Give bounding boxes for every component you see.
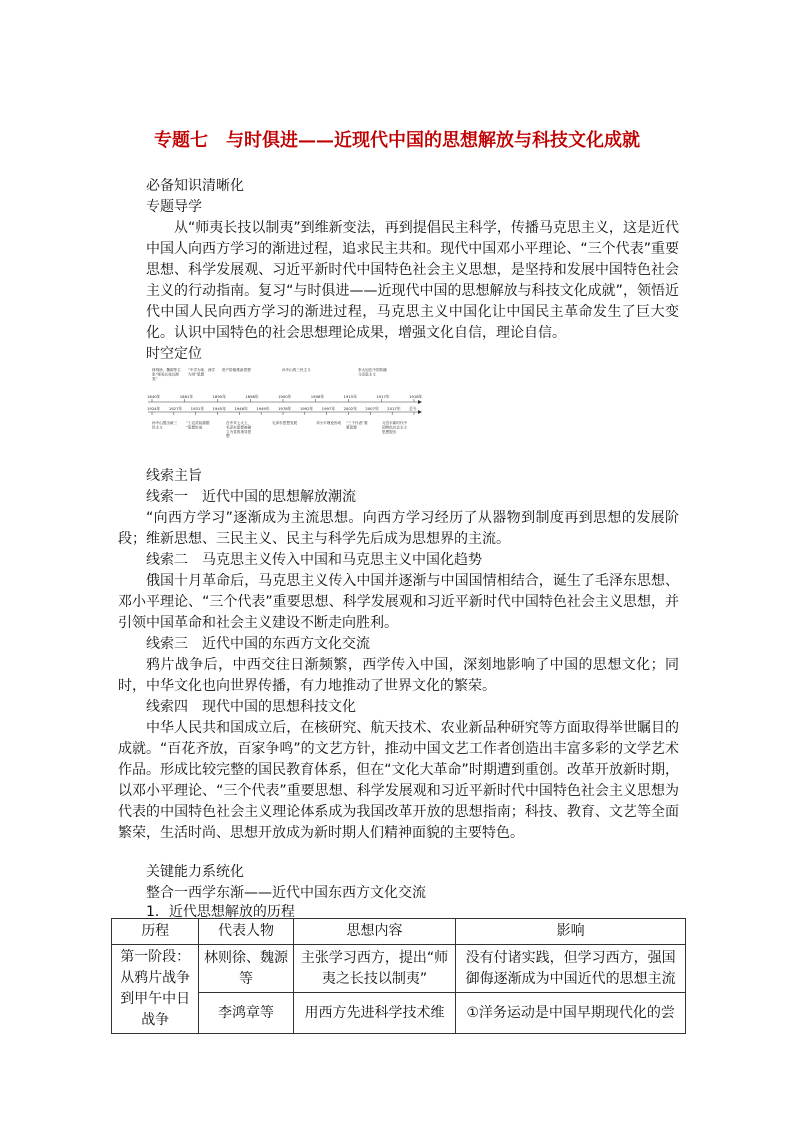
timeline-year-label: 1915年: [343, 394, 357, 399]
table-header-cell: 影响: [456, 919, 686, 945]
timeline-year-label: 至今: [409, 406, 417, 411]
timeline-year-label: 2007年: [365, 406, 379, 411]
timeline-year-label: 1895年: [212, 394, 226, 399]
table-cell-content: 用西方先进科学技术维: [293, 993, 456, 1034]
history-table: [111, 918, 686, 1034]
section-heading-ability: 关键能力系统化: [146, 864, 244, 880]
table-cell-content: 主张学习西方，提出“师夷之长技以制夷”: [293, 945, 456, 993]
timeline-year-label: 1918年: [409, 394, 423, 399]
timeline-event-label: “中学为体，西学: [188, 368, 216, 372]
timeline-year-label: 1931年: [190, 406, 205, 411]
timeline-event-label: 思想提出: [382, 429, 397, 434]
section-heading-timeline: 时空定位: [146, 346, 202, 362]
timeline-year-label: 1946年: [234, 406, 248, 411]
timeline-event-label: 李大钊在中国传播: [358, 368, 387, 372]
timeline-year-label: 1978年: [278, 406, 292, 411]
timeline-year-label: 2017年: [387, 406, 401, 411]
sub-heading-1: 1．近代思想解放的历程: [146, 904, 295, 920]
timeline-event-label: 在中共七大上，: [226, 421, 252, 425]
timeline-year-label: 1945年: [212, 406, 226, 411]
clue4-paragraph: 中华人民共和国成立后，在核研究、航天技术、农业新品种研究等方面取得举世瞩目的成就。“百花齐放，百家争鸣”的文艺方针，推动中国文艺工作者创造出丰富多彩的文学艺术作品。形成比较完整的国民教育体系，但在“文化大革命”时期遭到重创。改革开放新时期，以邓小平理论、“三个代表”重要思想、科学发展观和习近平新时代中国特色社会主义思想为代表的中国特色社会主义理论体系成为我国改革开放的思想指南；科技、教育、文艺等全面繁荣，生活时尚、思想开放成为新时期人们精神面貌的主要特色。: [118, 720, 679, 841]
clue2-paragraph: 俄国十月革命后，马克思主义传入中国并逐渐与中国国情相结合，诞生了毛泽东思想、邓小平理论、“三个代表”重要思想、科学发展观和习近平新时代中国特色社会主义思想，并引领中国革命和社会主义建设不断走向胜利。: [118, 573, 679, 631]
timeline-year-label: 1861年: [179, 394, 194, 399]
table-cell-impact: 没有付诸实践，但学习西方，强国御侮逐渐成为中国近代的思想主流: [456, 945, 686, 993]
section-heading-guide: 专题导学: [146, 199, 202, 215]
timeline-figure: [146, 366, 424, 460]
timeline-event-label: “工农武装割据: [186, 421, 210, 425]
timeline-event-label: 毛泽东思想被确: [226, 425, 252, 430]
section-heading-clues: 线索主旨: [146, 468, 202, 484]
table-cell-person: 李鸿章等: [199, 993, 293, 1034]
timeline-event-label: 资产阶级维新思想: [222, 368, 251, 372]
timeline-year-label: 1840年: [147, 394, 161, 399]
clue1-paragraph: “向西方学习”逐渐成为主流思想。向西方学习经历了从器物到制度再到思想的发展阶段；维新思想、三民主义、民主与科学先后成为思想界的主流。: [118, 510, 679, 547]
timeline-arrow-upper: [418, 400, 422, 404]
clue1-title: 线索一 近代中国的思想解放潮流: [146, 489, 356, 505]
clue3-title: 线索三 近代中国的东西方文化交流: [146, 636, 370, 652]
timeline-event-label: 林则徐、魏源等主: [152, 368, 181, 372]
timeline-event-label: “三个代表”重: [346, 421, 368, 425]
table-header-cell: 思想内容: [293, 919, 456, 945]
table-row: [112, 945, 686, 993]
timeline-year-label: 2002年: [343, 406, 357, 411]
table-cell-impact: ①洋务运动是中国早期现代化的尝: [456, 993, 686, 1034]
timeline-year-label: 1992年: [299, 406, 314, 411]
timeline-year-label: 1924年: [147, 406, 161, 411]
table-cell-stage: 第一阶段：从鸦片战争到甲午中日战争: [112, 945, 199, 1034]
timeline-event-label: ”思想形成: [186, 425, 203, 430]
timeline-event-label: 孙中山提出新三: [152, 421, 178, 425]
timeline-year-label: 1900年: [278, 394, 292, 399]
timeline-year-label: 1949年: [256, 406, 270, 411]
timeline-year-label: 1997年: [321, 406, 336, 411]
table-header-row: [112, 919, 686, 945]
table-header-cell: 历程: [112, 919, 199, 945]
timeline-event-label: 马克思主义: [358, 372, 376, 377]
timeline-event-label: 夷”: [152, 376, 158, 381]
table-cell-person: 林则徐、魏源等: [199, 945, 293, 993]
timeline-event-label: 民主义: [152, 425, 163, 430]
timeline-year-label: 1927年: [168, 406, 183, 411]
timeline-event-label: 毛泽东思想发展: [272, 421, 298, 425]
guide-paragraph: 从“师夷长技以制夷”到维新变法，再到提倡民主科学，传播马克思主义，这是近代中国人向西方学习的渐进过程，追求民主共和。现代中国邓小平理论、“三个代表”重要思想、科学发展观、习近平新时代中国特色社会主义思想，是坚持和发展中国特色社会主义的行动指南。复习“与时俱进——近现代中国的思想解放与科技文化成就”，领悟近代中国人民向西方学习的渐进过程，马克思主义中国化让中国民主革命发生了巨大变化。认识中国特色的社会思想理论成果，增强文化自信，理论自信。: [146, 220, 679, 341]
timeline-year-label: 1917年: [376, 394, 390, 399]
page-title: 专题七 与时俱进——近现代中国的思想解放与科技文化成就: [154, 130, 640, 151]
timeline-event-label: 邓小平理论形成: [316, 421, 342, 425]
timeline-event-label: 孙中山的三民主义: [282, 368, 311, 372]
table-header-cell: 代表人物: [199, 919, 293, 945]
clue3-paragraph: 鸦片战争后，中西交往日渐频繁，西学传入中国，深刻地影响了中国的思想文化；同时，中华文化也向世界传播，有力地推动了世界文化的繁荣。: [118, 657, 679, 694]
timeline-arrow-lower: [418, 410, 422, 414]
section-heading-knowledge: 必备知识清晰化: [146, 178, 244, 194]
integrate-heading: 整合一西学东渐——近代中国东西方文化交流: [146, 885, 426, 901]
timeline-year-label: 1898年: [245, 394, 259, 399]
timeline-graphic: [146, 366, 424, 460]
clue2-title: 线索二 马克思主义传入中国和马克思主义中国化趋势: [146, 552, 482, 568]
timeline-event-label: 张“师夷长技以制: [152, 372, 180, 377]
timeline-event-label: 要思想: [346, 425, 357, 430]
timeline-event-label: 想: [226, 434, 230, 439]
timeline-event-label: 为用”思想: [188, 372, 205, 377]
timeline-event-label: 国特色社会主义: [382, 425, 408, 430]
timeline-event-label: 习近平新时代中: [382, 421, 408, 425]
timeline-year-label: 1906年: [310, 394, 325, 399]
timeline-event-label: 立为党的指导思: [226, 429, 252, 434]
clue4-title: 线索四 现代中国的思想科技文化: [146, 699, 356, 715]
